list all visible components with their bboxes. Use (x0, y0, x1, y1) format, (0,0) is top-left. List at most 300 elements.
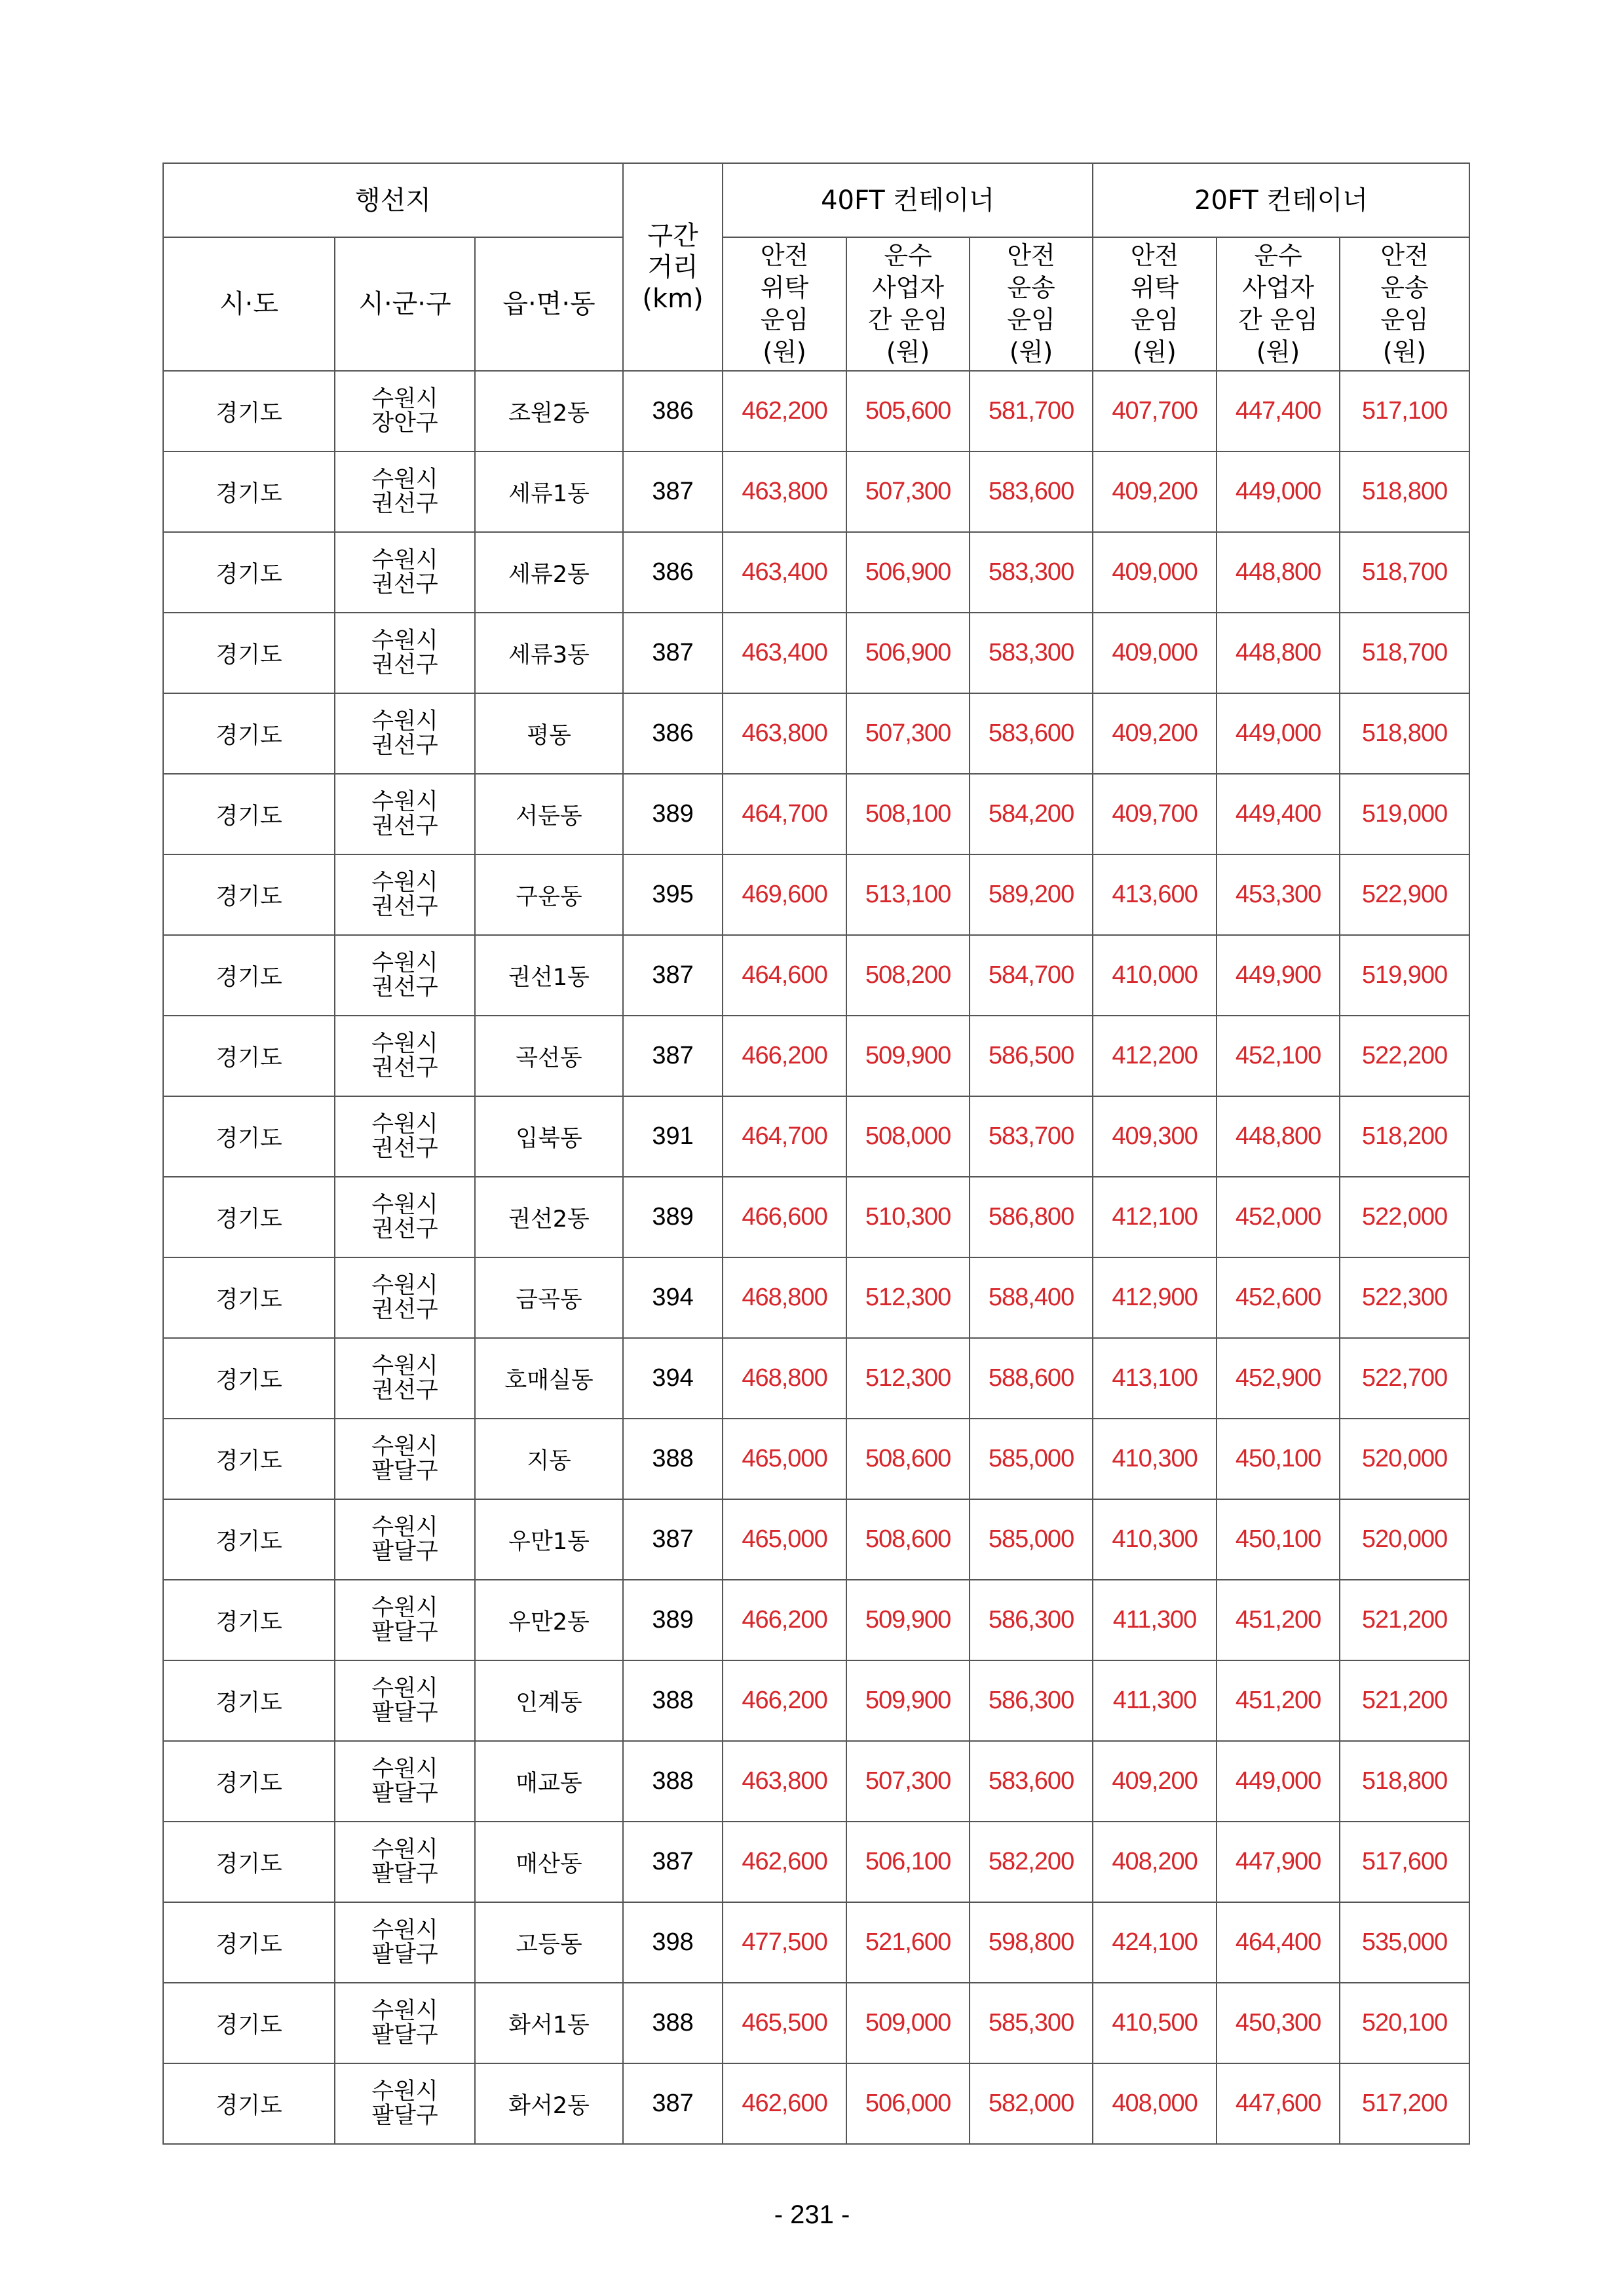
sigungu-cell (335, 1419, 475, 1499)
sigungu-cell (335, 1741, 475, 1822)
40ft-safe-consign-fare-cell: 466,200 (723, 1580, 846, 1660)
freight-rate-table (162, 163, 1470, 2145)
20ft-safe-consign-fare-cell: 412,900 (1093, 1257, 1217, 1338)
distance-cell: 389 (623, 1177, 723, 1257)
40ft-safe-transport-fare-cell: 586,300 (970, 1660, 1093, 1741)
sigungu-cell (335, 1822, 475, 1902)
city-name: 수원시 (371, 1433, 438, 1460)
distance-cell: 394 (623, 1257, 723, 1338)
table-row (163, 532, 1469, 613)
dong-cell: 조원2동 (475, 371, 623, 451)
table-row (163, 2063, 1469, 2144)
20ft-safe-consign-fare-cell: 413,100 (1093, 1338, 1217, 1419)
20ft-safe-consign-header: 안전 위탁 운임 (원) (1093, 237, 1217, 371)
dong-cell: 매산동 (475, 1822, 623, 1902)
sigungu-cell (335, 1257, 475, 1338)
20ft-safe-transport-fare-cell: 518,800 (1340, 451, 1469, 532)
sigungu-cell (335, 532, 475, 613)
20ft-safe-transport-fare-cell: 518,700 (1340, 532, 1469, 613)
gu-name: 권선구 (371, 893, 438, 920)
table-row (163, 854, 1469, 935)
20ft-safe-consign-fare-cell: 409,200 (1093, 693, 1217, 774)
gu-name: 권선구 (371, 571, 438, 598)
20ft-between-carriers-fare-cell: 452,000 (1217, 1177, 1340, 1257)
table-row (163, 1741, 1469, 1822)
dong-cell: 매교동 (475, 1741, 623, 1822)
20ft-safe-consign-fare-cell: 408,200 (1093, 1822, 1217, 1902)
40ft-safe-consign-fare-cell: 464,700 (723, 774, 846, 854)
40ft-safe-transport-fare-cell: 582,000 (970, 2063, 1093, 2144)
distance-cell: 387 (623, 613, 723, 693)
freight-rate-table-container (162, 163, 1462, 2145)
dong-cell: 평동 (475, 693, 623, 774)
20ft-safe-consign-fare-cell: 407,700 (1093, 371, 1217, 451)
table-row (163, 774, 1469, 854)
dong-cell: 우만2동 (475, 1580, 623, 1660)
sido-cell: 경기도 (163, 2063, 335, 2144)
40ft-safe-transport-fare-cell: 584,200 (970, 774, 1093, 854)
sigungu-cell (335, 693, 475, 774)
dong-cell: 구운동 (475, 854, 623, 935)
gu-name: 팔달구 (371, 2102, 438, 2129)
gu-name: 권선구 (371, 490, 438, 517)
40ft-safe-consign-fare-cell: 464,700 (723, 1096, 846, 1177)
header-row-2 (163, 237, 1469, 371)
40ft-between-carriers-fare-cell: 509,900 (846, 1660, 970, 1741)
city-name: 수원시 (371, 2078, 438, 2105)
gu-name: 권선구 (371, 1135, 438, 1162)
20ft-safe-transport-fare-cell: 518,700 (1340, 613, 1469, 693)
20ft-safe-transport-fare-cell: 517,600 (1340, 1822, 1469, 1902)
dong-cell: 세류3동 (475, 613, 623, 693)
dong-cell: 화서1동 (475, 1983, 623, 2063)
gu-name: 권선구 (371, 732, 438, 759)
distance-cell: 387 (623, 1016, 723, 1096)
table-row (163, 935, 1469, 1016)
20ft-safe-transport-fare-cell: 535,000 (1340, 1902, 1469, 1983)
40ft-between-carriers-fare-cell: 508,200 (846, 935, 970, 1016)
dong-cell: 지동 (475, 1419, 623, 1499)
page-number: - 231 - (774, 2200, 850, 2229)
sigungu-cell (335, 1660, 475, 1741)
40ft-safe-consign-fare-cell: 465,500 (723, 1983, 846, 2063)
gu-name: 팔달구 (371, 1860, 438, 1887)
40ft-between-carriers-fare-cell: 506,900 (846, 613, 970, 693)
20ft-safe-consign-fare-cell: 410,300 (1093, 1419, 1217, 1499)
20ft-between-carriers-fare-cell: 450,100 (1217, 1419, 1340, 1499)
40ft-safe-consign-header: 안전 위탁 운임 (원) (723, 237, 846, 371)
gu-name: 권선구 (371, 1377, 438, 1404)
city-name: 수원시 (371, 466, 438, 493)
gu-name: 팔달구 (371, 1538, 438, 1565)
40ft-between-carriers-fare-cell: 505,600 (846, 371, 970, 451)
sido-cell: 경기도 (163, 1499, 335, 1580)
20ft-safe-consign-fare-cell: 412,200 (1093, 1016, 1217, 1096)
table-row (163, 613, 1469, 693)
20ft-safe-consign-fare-cell: 409,200 (1093, 451, 1217, 532)
40ft-safe-transport-fare-cell: 583,600 (970, 451, 1093, 532)
city-name: 수원시 (371, 1675, 438, 1702)
table-row (163, 1257, 1469, 1338)
40ft-safe-transport-fare-cell: 582,200 (970, 1822, 1093, 1902)
20ft-between-carriers-fare-cell: 448,800 (1217, 613, 1340, 693)
20ft-between-carriers-fare-cell: 450,300 (1217, 1983, 1340, 2063)
40ft-safe-transport-fare-cell: 583,700 (970, 1096, 1093, 1177)
distance-cell: 394 (623, 1338, 723, 1419)
gu-name: 권선구 (371, 813, 438, 839)
40ft-safe-consign-fare-cell: 466,200 (723, 1660, 846, 1741)
table-row (163, 1902, 1469, 1983)
city-name: 수원시 (371, 1352, 438, 1379)
20ft-safe-consign-fare-cell: 409,700 (1093, 774, 1217, 854)
sido-cell: 경기도 (163, 1660, 335, 1741)
40ft-between-carriers-fare-cell: 509,900 (846, 1580, 970, 1660)
city-name: 수원시 (371, 1030, 438, 1057)
dong-cell: 세류2동 (475, 532, 623, 613)
40ft-between-carriers-fare-cell: 508,600 (846, 1499, 970, 1580)
20ft-between-carriers-fare-cell: 452,100 (1217, 1016, 1340, 1096)
city-name: 수원시 (371, 385, 438, 412)
dong-cell: 권선1동 (475, 935, 623, 1016)
20ft-between-carriers-fare-cell: 449,000 (1217, 1741, 1340, 1822)
sigungu-cell (335, 371, 475, 451)
distance-cell: 386 (623, 532, 723, 613)
sido-cell: 경기도 (163, 935, 335, 1016)
header-row-1 (163, 163, 1469, 237)
city-name: 수원시 (371, 1514, 438, 1540)
dong-cell: 우만1동 (475, 1499, 623, 1580)
40ft-safe-transport-fare-cell: 586,500 (970, 1016, 1093, 1096)
20ft-safe-transport-fare-cell: 522,300 (1340, 1257, 1469, 1338)
20ft-safe-consign-fare-cell: 409,000 (1093, 613, 1217, 693)
40ft-safe-transport-fare-cell: 583,600 (970, 693, 1093, 774)
sido-cell: 경기도 (163, 693, 335, 774)
20ft-safe-transport-fare-cell: 520,100 (1340, 1983, 1469, 2063)
40ft-between-carriers-fare-cell: 508,100 (846, 774, 970, 854)
dong-cell: 인계동 (475, 1660, 623, 1741)
40ft-safe-consign-fare-cell: 462,600 (723, 2063, 846, 2144)
20ft-between-carriers-fare-cell: 452,900 (1217, 1338, 1340, 1419)
20ft-safe-consign-fare-cell: 408,000 (1093, 2063, 1217, 2144)
dong-cell: 입북동 (475, 1096, 623, 1177)
gu-name: 권선구 (371, 1054, 438, 1081)
20ft-safe-consign-fare-cell: 409,000 (1093, 532, 1217, 613)
city-name: 수원시 (371, 1836, 438, 1863)
gu-name: 장안구 (371, 410, 438, 436)
sigungu-cell (335, 935, 475, 1016)
distance-cell: 389 (623, 774, 723, 854)
sido-cell: 경기도 (163, 1580, 335, 1660)
table-row (163, 1096, 1469, 1177)
table-row (163, 451, 1469, 532)
20ft-between-carriers-fare-cell: 449,400 (1217, 774, 1340, 854)
20ft-between-carriers-fare-cell: 449,000 (1217, 451, 1340, 532)
40ft-safe-transport-fare-cell: 584,700 (970, 935, 1093, 1016)
40ft-safe-transport-fare-cell: 585,000 (970, 1419, 1093, 1499)
dong-cell: 금곡동 (475, 1257, 623, 1338)
sigungu-cell (335, 1177, 475, 1257)
sido-cell: 경기도 (163, 613, 335, 693)
gu-name: 팔달구 (371, 1699, 438, 1726)
20ft-safe-transport-fare-cell: 520,000 (1340, 1419, 1469, 1499)
sido-cell: 경기도 (163, 1016, 335, 1096)
distance-cell: 398 (623, 1902, 723, 1983)
40ft-between-carriers-fare-cell: 508,000 (846, 1096, 970, 1177)
destination-header: 행선지 (163, 163, 623, 237)
20ft-between-carriers-fare-cell: 464,400 (1217, 1902, 1340, 1983)
20ft-safe-consign-fare-cell: 411,300 (1093, 1660, 1217, 1741)
sido-cell: 경기도 (163, 451, 335, 532)
dong-cell: 곡선동 (475, 1016, 623, 1096)
gu-name: 권선구 (371, 1296, 438, 1323)
40ft-between-carriers-fare-cell: 509,900 (846, 1016, 970, 1096)
city-name: 수원시 (371, 708, 438, 735)
40ft-between-carriers-fare-cell: 512,300 (846, 1257, 970, 1338)
sido-cell: 경기도 (163, 854, 335, 935)
city-name: 수원시 (371, 546, 438, 573)
city-name: 수원시 (371, 1594, 438, 1621)
gu-name: 팔달구 (371, 1618, 438, 1645)
dong-cell: 화서2동 (475, 2063, 623, 2144)
sigungu-cell (335, 1499, 475, 1580)
40ft-between-carriers-fare-cell: 521,600 (846, 1902, 970, 1983)
20ft-between-carriers-fare-cell: 449,000 (1217, 693, 1340, 774)
table-row (163, 1499, 1469, 1580)
40ft-safe-transport-fare-cell: 585,000 (970, 1499, 1093, 1580)
40ft-safe-transport-fare-cell: 585,300 (970, 1983, 1093, 2063)
gu-name: 팔달구 (371, 1780, 438, 1807)
sido-cell: 경기도 (163, 1257, 335, 1338)
20ft-safe-transport-fare-cell: 522,200 (1340, 1016, 1469, 1096)
20ft-safe-transport-fare-cell: 518,800 (1340, 693, 1469, 774)
sigungu-header: 시·군·구 (335, 237, 475, 371)
40ft-safe-consign-fare-cell: 463,800 (723, 1741, 846, 1822)
20ft-between-carriers-fare-cell: 449,900 (1217, 935, 1340, 1016)
20ft-between-carriers-fare-cell: 451,200 (1217, 1580, 1340, 1660)
distance-cell: 386 (623, 371, 723, 451)
sigungu-cell (335, 1983, 475, 2063)
20ft-between-carriers-fare-cell: 452,600 (1217, 1257, 1340, 1338)
sigungu-cell (335, 1902, 475, 1983)
40ft-safe-consign-fare-cell: 465,000 (723, 1499, 846, 1580)
40ft-safe-consign-fare-cell: 463,400 (723, 532, 846, 613)
40ft-safe-transport-fare-cell: 588,600 (970, 1338, 1093, 1419)
distance-cell: 391 (623, 1096, 723, 1177)
40ft-safe-consign-fare-cell: 477,500 (723, 1902, 846, 1983)
city-name: 수원시 (371, 1272, 438, 1299)
city-name: 수원시 (371, 1997, 438, 2024)
table-body (163, 371, 1469, 2144)
40ft-safe-consign-fare-cell: 462,600 (723, 1822, 846, 1902)
40ft-between-carriers-fare-cell: 509,000 (846, 1983, 970, 2063)
20ft-safe-consign-fare-cell: 411,300 (1093, 1580, 1217, 1660)
distance-cell: 395 (623, 854, 723, 935)
gu-name: 팔달구 (371, 1941, 438, 1968)
20ft-safe-consign-fare-cell: 409,300 (1093, 1096, 1217, 1177)
city-name: 수원시 (371, 949, 438, 976)
20ft-safe-transport-fare-cell: 519,900 (1340, 935, 1469, 1016)
dong-cell: 권선2동 (475, 1177, 623, 1257)
40ft-safe-transport-fare-cell: 588,400 (970, 1257, 1093, 1338)
sido-cell: 경기도 (163, 371, 335, 451)
city-name: 수원시 (371, 627, 438, 654)
40ft-safe-consign-fare-cell: 465,000 (723, 1419, 846, 1499)
city-name: 수원시 (371, 1191, 438, 1218)
sigungu-cell (335, 774, 475, 854)
20ft-safe-consign-fare-cell: 410,000 (1093, 935, 1217, 1016)
40ft-safe-consign-fare-cell: 469,600 (723, 854, 846, 935)
table-row (163, 1177, 1469, 1257)
gu-name: 팔달구 (371, 2021, 438, 2048)
40ft-safe-consign-fare-cell: 466,200 (723, 1016, 846, 1096)
sido-cell: 경기도 (163, 1096, 335, 1177)
40ft-between-carriers-header: 운수 사업자 간 운임 (원) (846, 237, 970, 371)
40ft-between-carriers-fare-cell: 507,300 (846, 693, 970, 774)
distance-cell: 387 (623, 451, 723, 532)
20ft-between-carriers-fare-cell: 451,200 (1217, 1660, 1340, 1741)
40ft-safe-consign-fare-cell: 466,600 (723, 1177, 846, 1257)
40ft-safe-consign-fare-cell: 463,800 (723, 451, 846, 532)
sigungu-cell (335, 613, 475, 693)
distance-cell: 386 (623, 693, 723, 774)
table-row (163, 1016, 1469, 1096)
20ft-between-carriers-fare-cell: 447,900 (1217, 1822, 1340, 1902)
table-row (163, 1419, 1469, 1499)
distance-cell: 387 (623, 935, 723, 1016)
40ft-between-carriers-fare-cell: 506,900 (846, 532, 970, 613)
sido-cell: 경기도 (163, 1822, 335, 1902)
40ft-safe-transport-fare-cell: 581,700 (970, 371, 1093, 451)
20ft-safe-transport-fare-cell: 518,800 (1340, 1741, 1469, 1822)
40ft-safe-transport-fare-cell: 583,300 (970, 613, 1093, 693)
sido-header: 시·도 (163, 237, 335, 371)
40ft-between-carriers-fare-cell: 510,300 (846, 1177, 970, 1257)
20ft-safe-transport-fare-cell: 522,900 (1340, 854, 1469, 935)
40ft-between-carriers-fare-cell: 506,000 (846, 2063, 970, 2144)
20ft-between-carriers-header: 운수 사업자 간 운임 (원) (1217, 237, 1340, 371)
20ft-safe-transport-fare-cell: 517,200 (1340, 2063, 1469, 2144)
table-row (163, 1660, 1469, 1741)
40ft-between-carriers-fare-cell: 513,100 (846, 854, 970, 935)
20ft-safe-transport-fare-cell: 521,200 (1340, 1660, 1469, 1741)
sigungu-cell (335, 854, 475, 935)
sido-cell: 경기도 (163, 1419, 335, 1499)
sigungu-cell (335, 1338, 475, 1419)
city-name: 수원시 (371, 788, 438, 815)
gu-name: 권선구 (371, 974, 438, 1001)
20ft-safe-transport-fare-cell: 522,000 (1340, 1177, 1469, 1257)
gu-name: 권선구 (371, 1215, 438, 1242)
distance-cell: 387 (623, 1499, 723, 1580)
gu-name: 권선구 (371, 651, 438, 678)
dong-cell: 서둔동 (475, 774, 623, 854)
distance-cell: 388 (623, 1741, 723, 1822)
40ft-safe-consign-fare-cell: 464,600 (723, 935, 846, 1016)
40ft-between-carriers-fare-cell: 507,300 (846, 451, 970, 532)
40ft-safe-transport-fare-cell: 583,300 (970, 532, 1093, 613)
table-row (163, 693, 1469, 774)
sido-cell: 경기도 (163, 1177, 335, 1257)
20ft-between-carriers-fare-cell: 447,400 (1217, 371, 1340, 451)
eupmyeondong-header: 읍·면·동 (475, 237, 623, 371)
20ft-between-carriers-fare-cell: 450,100 (1217, 1499, 1340, 1580)
sigungu-cell (335, 1016, 475, 1096)
40ft-between-carriers-fare-cell: 512,300 (846, 1338, 970, 1419)
table-row (163, 1580, 1469, 1660)
40ft-between-carriers-fare-cell: 508,600 (846, 1419, 970, 1499)
sigungu-cell (335, 1580, 475, 1660)
20ft-safe-consign-fare-cell: 412,100 (1093, 1177, 1217, 1257)
20ft-safe-consign-fare-cell: 410,500 (1093, 1983, 1217, 2063)
table-row (163, 1338, 1469, 1419)
distance-cell: 388 (623, 1660, 723, 1741)
city-name: 수원시 (371, 1755, 438, 1782)
gu-name: 팔달구 (371, 1457, 438, 1484)
sido-cell: 경기도 (163, 1338, 335, 1419)
20ft-between-carriers-fare-cell: 448,800 (1217, 1096, 1340, 1177)
city-name: 수원시 (371, 1111, 438, 1138)
40ft-safe-transport-fare-cell: 598,800 (970, 1902, 1093, 1983)
20ft-safe-consign-fare-cell: 413,600 (1093, 854, 1217, 935)
sigungu-cell (335, 451, 475, 532)
40ft-between-carriers-fare-cell: 506,100 (846, 1822, 970, 1902)
table-row (163, 1822, 1469, 1902)
40ft-safe-transport-fare-cell: 586,300 (970, 1580, 1093, 1660)
40ft-between-carriers-fare-cell: 507,300 (846, 1741, 970, 1822)
sido-cell: 경기도 (163, 1902, 335, 1983)
dong-cell: 고등동 (475, 1902, 623, 1983)
20ft-safe-consign-fare-cell: 424,100 (1093, 1902, 1217, 1983)
sigungu-cell (335, 1096, 475, 1177)
city-name: 수원시 (371, 1917, 438, 1943)
20ft-between-carriers-fare-cell: 447,600 (1217, 2063, 1340, 2144)
distance-cell: 388 (623, 1983, 723, 2063)
city-name: 수원시 (371, 869, 438, 896)
container-40ft-header: 40FT 컨테이너 (723, 163, 1093, 237)
sido-cell: 경기도 (163, 532, 335, 613)
40ft-safe-transport-fare-cell: 589,200 (970, 854, 1093, 935)
40ft-safe-consign-fare-cell: 468,800 (723, 1338, 846, 1419)
dong-cell: 호매실동 (475, 1338, 623, 1419)
sido-cell: 경기도 (163, 1741, 335, 1822)
20ft-safe-consign-fare-cell: 409,200 (1093, 1741, 1217, 1822)
table-row (163, 371, 1469, 451)
distance-cell: 387 (623, 1822, 723, 1902)
distance-header: 구간 거리 (km) (623, 163, 723, 371)
40ft-safe-transport-fare-cell: 586,800 (970, 1177, 1093, 1257)
sigungu-cell (335, 2063, 475, 2144)
20ft-safe-transport-fare-cell: 522,700 (1340, 1338, 1469, 1419)
40ft-safe-consign-fare-cell: 463,800 (723, 693, 846, 774)
20ft-safe-consign-fare-cell: 410,300 (1093, 1499, 1217, 1580)
sido-cell: 경기도 (163, 1983, 335, 2063)
container-20ft-header: 20FT 컨테이너 (1093, 163, 1469, 237)
20ft-safe-transport-fare-cell: 519,000 (1340, 774, 1469, 854)
distance-cell: 387 (623, 2063, 723, 2144)
20ft-safe-transport-fare-cell: 520,000 (1340, 1499, 1469, 1580)
distance-cell: 388 (623, 1419, 723, 1499)
20ft-between-carriers-fare-cell: 448,800 (1217, 532, 1340, 613)
40ft-safe-consign-fare-cell: 462,200 (723, 371, 846, 451)
40ft-safe-consign-fare-cell: 463,400 (723, 613, 846, 693)
40ft-safe-consign-fare-cell: 468,800 (723, 1257, 846, 1338)
40ft-safe-transport-header: 안전 운송 운임 (원) (970, 237, 1093, 371)
20ft-safe-transport-fare-cell: 517,100 (1340, 371, 1469, 451)
20ft-safe-transport-fare-cell: 521,200 (1340, 1580, 1469, 1660)
table-row (163, 1983, 1469, 2063)
dong-cell: 세류1동 (475, 451, 623, 532)
distance-cell: 389 (623, 1580, 723, 1660)
